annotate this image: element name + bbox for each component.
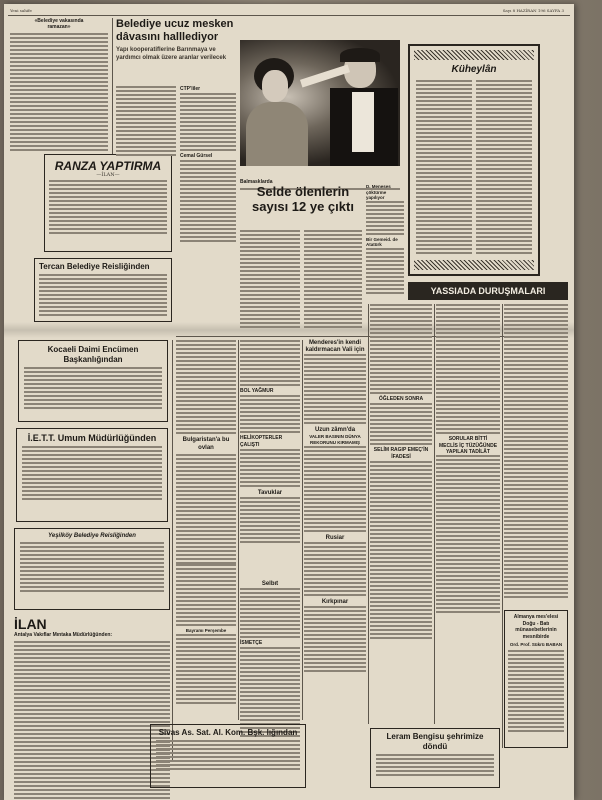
side-head-1: D. Meneses çöktürme yapılıyor — [366, 184, 391, 200]
lead-body-text-3 — [180, 160, 236, 242]
tavuklar-title: Tavuklar — [257, 490, 283, 496]
bol-yagmur-title: BOL YAĞMUR — [240, 388, 274, 394]
kuheylan-box — [408, 44, 540, 276]
lead-body-text-1 — [116, 86, 176, 156]
lead-title: Belediye ucuz mesken dâvasını halllediyor — [116, 18, 234, 43]
photo-figure-left-body — [246, 102, 308, 166]
bayrami-col — [176, 564, 236, 724]
iett-ad — [16, 428, 168, 522]
mid-col-a-text-1 — [176, 340, 236, 434]
iett-title: İ.E.T.T. Umum Müdürlüğünden — [27, 433, 157, 443]
side-body-2 — [366, 248, 404, 294]
kuheylan-bottom-ornament — [414, 260, 534, 270]
helikopter-title: HELİKOPTERLER ÇALIŞTI — [240, 435, 283, 448]
selbit-body — [240, 588, 300, 638]
lead-body-col1 — [116, 86, 176, 336]
bayrami-body-1 — [176, 564, 236, 626]
photo-caption-row — [240, 168, 400, 185]
ilan-section — [14, 616, 170, 800]
photo-raised-arm — [300, 64, 350, 87]
leram-title: Leram Bengisu şehrimize döndü — [386, 732, 484, 751]
iett-body — [17, 446, 167, 500]
mid-col-f-text — [504, 304, 568, 598]
kocaeli-body — [19, 367, 167, 409]
mid-col-c-text-1 — [304, 354, 366, 424]
photo-caption: Balmasklarda — [240, 179, 273, 185]
selbit-title: Selbıt — [261, 581, 279, 587]
ranza-title: RANZA YAPTIRMA — [54, 159, 162, 173]
col-rule-4 — [302, 340, 303, 720]
kuheylan-col-1 — [416, 80, 472, 256]
leram-body — [371, 754, 499, 776]
mid-col-e — [436, 304, 500, 734]
flood-body-col2 — [304, 230, 362, 330]
newspaper-page — [4, 4, 574, 800]
kuheylan-col-2 — [476, 80, 532, 256]
yassiada-title: YASSIADA DURUŞMALARI — [408, 282, 568, 300]
col1-title-a: «Belediye vakasında — [34, 18, 84, 24]
flood-article-head — [240, 184, 366, 228]
sorular-title: SORULAR BİTTİ — [448, 436, 488, 442]
mid-col-d-text-1 — [370, 304, 432, 394]
antalya-body — [14, 641, 170, 799]
selim-title: SELİM RAGIP EMEÇ'İN İFADESİ — [373, 447, 429, 460]
mid-col-f — [504, 304, 568, 604]
lead-deck: Yapı kooperatiflerine Barınmaya ve yardımcı olmak üzere aranlar verilecek — [116, 47, 227, 61]
kuheylan-title: Küheylân — [451, 64, 497, 75]
col-rule-6 — [434, 304, 435, 724]
kuheylan-top-ornament — [414, 50, 534, 60]
ranza-subtitle: —İLAN— — [96, 172, 120, 178]
selbit-col — [240, 580, 300, 746]
kocaeli-title: Kocaeli Daimi Encümen Başkanlığından — [47, 345, 139, 364]
tercan-title: Tercan Belediye Reisliğinden — [39, 262, 150, 271]
mid-col-b-text-1 — [240, 340, 300, 386]
ismetce-title: İSMETÇE — [240, 640, 263, 646]
col1-body-text — [10, 33, 108, 151]
bayrami-title: Bayramı Perşembe — [185, 628, 227, 633]
col-rule-5 — [368, 304, 369, 724]
lead-body-col2 — [180, 86, 236, 336]
side-head-2: Bir Gemeid. de Atatürk — [366, 236, 398, 247]
mid-col-c-text-2 — [304, 446, 366, 532]
mid-col-a-text-2 — [176, 454, 236, 564]
mid-col-c-text-3 — [304, 542, 366, 596]
col1-title-b: ramazan» — [47, 24, 71, 30]
meclis-title: MECLİS İÇ TÜZÜĞÜNDE YAPILAN TADİLÂT — [438, 443, 498, 455]
almanya-body — [505, 648, 567, 732]
mid-col-c-text-4 — [304, 606, 366, 672]
flood-body-col1 — [240, 230, 300, 330]
yesilkoy-body — [15, 542, 169, 592]
kuheylan-text-1 — [416, 80, 472, 254]
leram-box — [370, 728, 500, 788]
sivas-body — [151, 740, 305, 770]
bulgaristan-title: Bulgaristan'a bu ovlan — [182, 437, 230, 451]
antalya-title: Antalya Vakıflar Mıntaka Müdürlüğünden: — [14, 632, 113, 638]
mid-col-d-text-3 — [370, 461, 432, 639]
kocaeli-ad — [18, 340, 168, 422]
sivas-ad — [150, 724, 306, 788]
valer-title: VALER BASININ DÜNYA REKORUNU KIRMAMIŞ — [309, 434, 361, 445]
mid-col-d-text-2 — [370, 403, 432, 445]
almanya-box — [504, 610, 568, 748]
kuheylan-text-2 — [476, 80, 532, 254]
lead-body-text-2 — [180, 93, 236, 151]
ogleden-title: ÖĞLEDEN SONRA — [378, 396, 424, 402]
mid-col-b-text-4 — [240, 497, 300, 543]
mid-col-a — [176, 340, 236, 560]
news-photo — [240, 40, 400, 166]
mid-col-e-text-1 — [436, 304, 500, 434]
photo-figure-right-shirt — [352, 92, 374, 152]
bayrami-body-2 — [176, 634, 236, 704]
col-rule-2 — [172, 340, 173, 760]
photo-figure-right-hair — [340, 48, 380, 62]
side-body-1 — [366, 201, 404, 235]
folio-rule — [8, 15, 570, 16]
uzun-title: Uzun zâmn'da — [314, 427, 356, 433]
mid-col-c — [304, 340, 366, 780]
col1-top-article — [10, 18, 108, 158]
flood-body-text-1 — [240, 230, 300, 328]
mid-col-b — [240, 340, 300, 576]
sivas-title: Sivas As. Sat. Al. Kom. Bşk. lığından — [158, 728, 298, 737]
almanya-byline: Ord. Prof. Sükrü BABAN — [509, 642, 563, 647]
rusiar-title: Rusiar — [325, 535, 345, 541]
yesilkoy-ad — [14, 528, 170, 610]
mid-col-d — [370, 304, 432, 724]
kirkpinar-title: Kırkpınar — [321, 599, 349, 605]
left-folio: Yeni sahife — [10, 8, 32, 13]
mid-col-b-text-3 — [240, 449, 300, 487]
ctp-title: CTP'liler — [180, 86, 201, 92]
mid-col-b-text-2 — [240, 395, 300, 433]
photo-figure-left-face — [262, 70, 288, 102]
ilan-title: İLAN — [14, 616, 47, 632]
menderes-title: Menderes'in kendi kaldırmacan Vali için — [305, 340, 365, 353]
yesilkoy-title: Yeşilköy Belediye Reisliğinden — [48, 533, 136, 539]
right-folio: Sayı 8 HAZİRAN 196 SAYFA 3 — [502, 8, 564, 13]
col-rule-1 — [112, 18, 113, 154]
flood-title: Selde ölenlerin sayısı 12 ye çıktı — [252, 184, 354, 214]
cemal-title: Cemal Gürsel — [180, 153, 213, 159]
col-rule-7 — [502, 304, 503, 748]
lead-article-head — [116, 18, 238, 82]
flood-body-text-2 — [304, 230, 362, 328]
col-rule-3 — [238, 340, 239, 720]
almanya-title: Almanya mes'elesi Doğu - Batı münasebetlerinin mesnibirde — [513, 614, 559, 640]
mid-col-e-text-2 — [436, 455, 500, 613]
